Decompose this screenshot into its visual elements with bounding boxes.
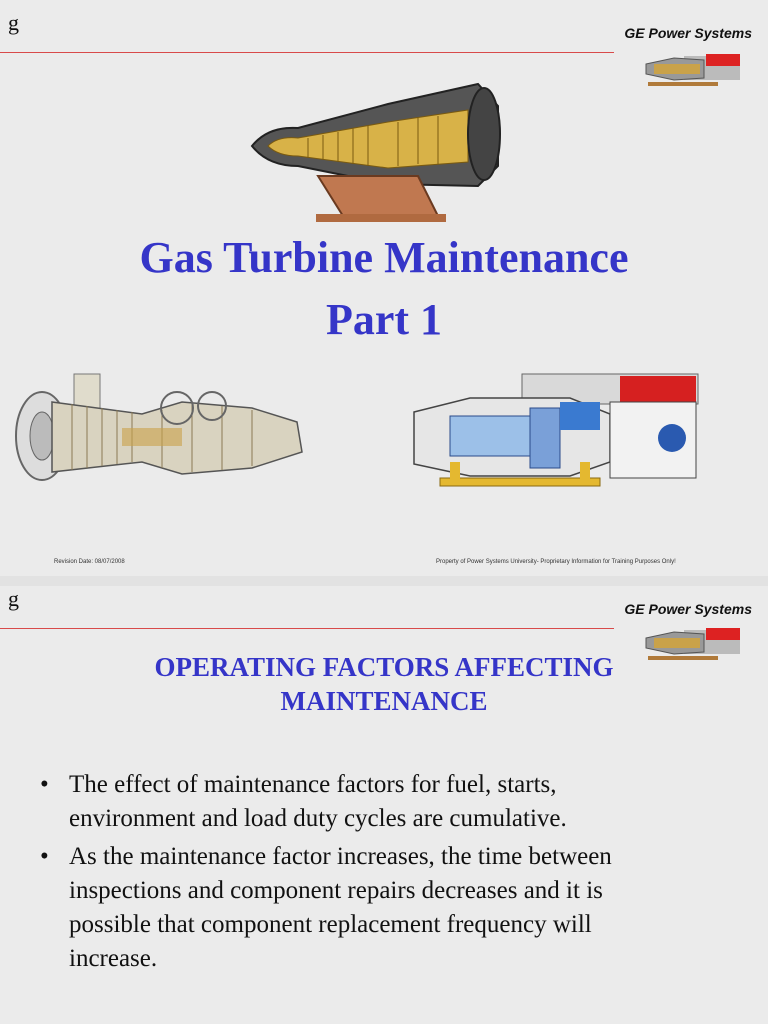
ge-logo: g <box>8 586 19 611</box>
proprietary-notice: Property of Power Systems University- Proprietary Information for Training Purposes Only! <box>436 559 676 565</box>
slide-separator <box>0 576 768 586</box>
slide-title-line1: Gas Turbine Maintenance <box>139 233 629 282</box>
brand-name: GE Power Systems <box>624 601 752 617</box>
ge-logo: g <box>8 10 19 35</box>
bullet-line: possible that component replacement frequency will <box>69 911 592 938</box>
turbine-rotor-assembly-icon <box>12 372 308 502</box>
slide-title-line2: Part 1 <box>325 295 443 344</box>
bullet-line: As the maintenance factor increases, the time between <box>69 843 612 870</box>
section-heading-line2: MAINTENANCE <box>280 686 488 716</box>
gas-turbine-cutaway-icon <box>248 66 508 226</box>
brand-name: GE Power Systems <box>624 25 752 41</box>
bullet-item <box>40 768 740 836</box>
bullet-line: environment and load duty cycles are cumulative. <box>69 805 567 832</box>
content-slide <box>0 586 768 1024</box>
bullet-item <box>40 840 740 976</box>
revision-date: Revision Date: 08/07/2008 <box>54 559 125 565</box>
bullet-marker: • <box>40 843 49 870</box>
bullet-marker: • <box>40 771 49 798</box>
turbine-section-diagram-icon <box>410 372 702 490</box>
turbine-thumbnail-icon <box>644 50 744 90</box>
header-rule <box>0 628 614 629</box>
header-rule <box>0 52 614 53</box>
bullet-line: increase. <box>69 945 158 972</box>
bullet-line: inspections and component repairs decreases and it is <box>69 877 603 904</box>
bullet-list <box>40 768 740 980</box>
section-heading-line1: OPERATING FACTORS AFFECTING <box>154 652 614 682</box>
bullet-line: The effect of maintenance factors for fuel, starts, <box>69 771 557 798</box>
